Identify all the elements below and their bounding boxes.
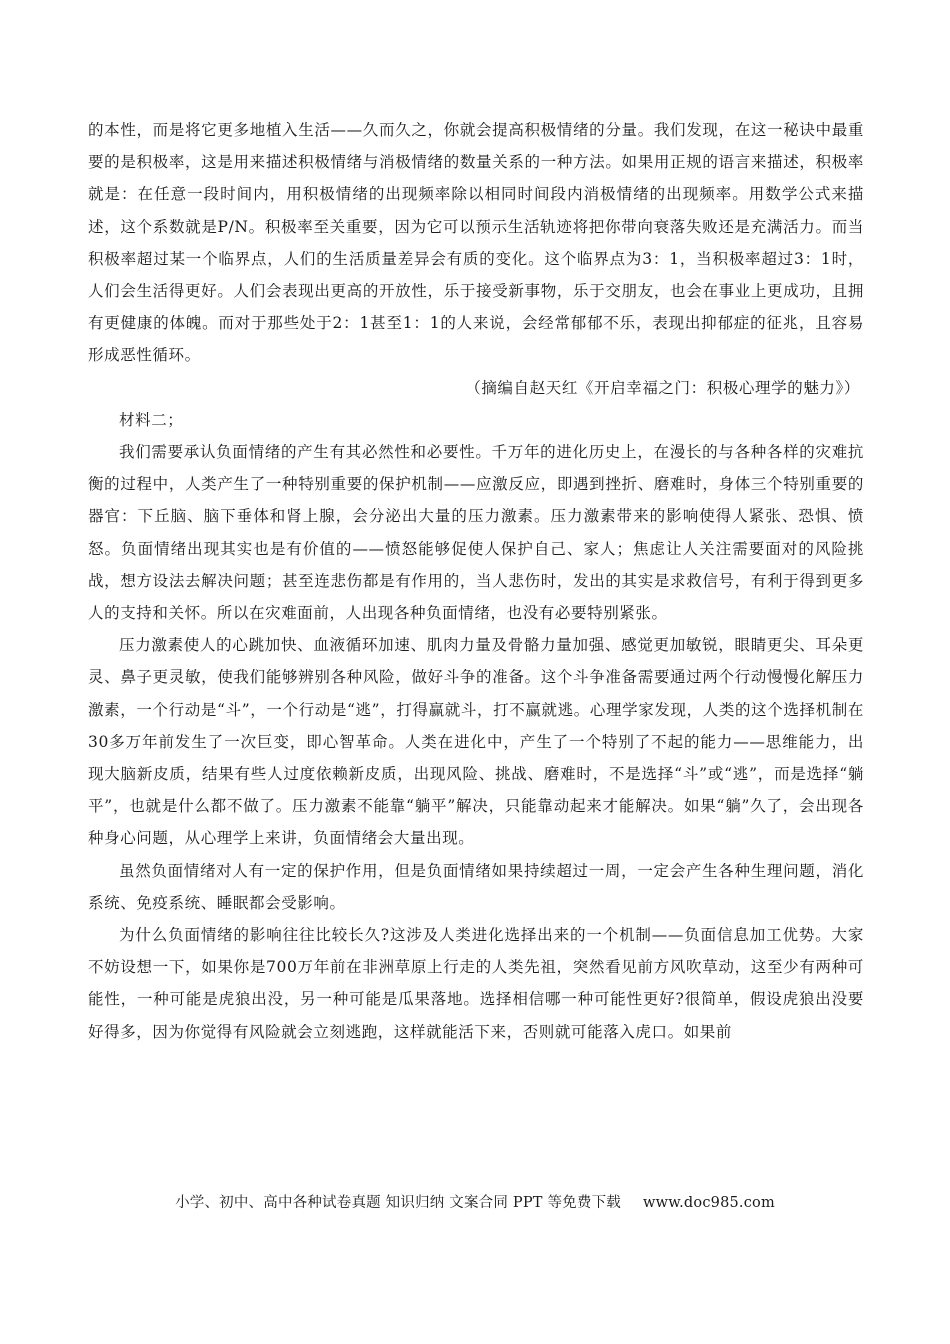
source-citation: （摘编自赵天红《开启幸福之门：积极心理学的魅力》） bbox=[465, 378, 860, 397]
paragraph-stress-hormones: 压力激素使人的心跳加快、血液循环加速、肌肉力量及骨骼力量加强、感觉更加敏锐，眼睛更尖、耳朵更灵、鼻子更灵敏，使我们能够辨别各种风险，做好斗争的准备。这个斗争准备需要通过两个行动慢慢化解压力激素，一个行动是“斗”，一个行动是“逃”，打得赢就斗，打不赢就逃。心理学家发现，人类的这个选择机制在30多万年前发生了一次巨变，即心智革命。人类在进化中，产生了一个特别了不起的能力——思维能力，出现大脑新皮质，结果有些人过度依赖新皮质，出现风险、挑战、磨难时，不是选择“斗”或“逃”，而是选择“躺平”，也就是什么都不做了。压力激素不能靠“躺平”解决，只能靠动起来才能解决。如果“躺”久了，会出现各种身心问题，从心理学上来讲，负面情绪会大量出现。 bbox=[88, 636, 864, 848]
footer-url[interactable]: www.doc985.com bbox=[642, 1195, 775, 1211]
footer-text: 小学、初中、高中各种试卷真题 知识归纳 文案合同 PPT 等免费下载 bbox=[175, 1195, 621, 1211]
paragraph-material-one-continued: 的本性，而是将它更多地植入生活——久而久之，你就会提高积极情绪的分量。我们发现，在这一秘诀中最重要的是积极率，这是用来描述积极情绪与消极情绪的数量关系的一种方法。如果用正规的语言来描述，积极率就是：在任意一段时间内，用积极情绪的出现频率除以相同时间段内消极情绪的出现频率。用数学公式来描述，这个系数就是P/N。积极率至关重要，因为它可以预示生活轨迹将把你带向衰落失败还是充满活力。而当积极率超过某一个临界点，人们的生活质量差异会有质的变化。这个临界点为3：1，当积极率超过3：1时，人们会生活得更好。人们会表现出更高的开放性，乐于接受新事物，乐于交朋友，也会在事业上更成功，且拥有更健康的体魄。而对于那些处于2：1甚至1：1的人来说，会经常郁郁不乐，表现出抑郁症的征兆，且容易形成恶性循环。 bbox=[88, 121, 864, 365]
paragraph-protective-effect: 虽然负面情绪对人有一定的保护作用，但是负面情绪如果持续超过一周，一定会产生各种生理问题，消化系统、免疫系统、睡眠都会受影响。 bbox=[88, 861, 864, 912]
paragraph-negative-information-bias: 为什么负面情绪的影响往往比较长久?这涉及人类进化选择出来的一个机制——负面信息加工优势。大家不妨设想一下，如果你是700万年前在非洲草原上行走的人类先祖，突然看见前方风吹草动，这至少有两种可能性，一种可能是虎狼出没，另一种可能是瓜果落地。选择相信哪一种可能性更好?很简单，假设虎狼出没要好得多，因为你觉得有风险就会立刻逃跑，这样就能活下来，否则就可能落入虎口。如果前 bbox=[88, 926, 864, 1041]
paragraph-negative-emotions-necessity: 我们需要承认负面情绪的产生有其必然性和必要性。千万年的进化历史上，在漫长的与各种各样的灾难抗衡的过程中，人类产生了一种特别重要的保护机制——应激反应，即遇到挫折、磨难时，身体三个特别重要的器官：下丘脑、脑下垂体和肾上腺，会分泌出大量的压力激素。压力激素带来的影响使得人紧张、恐惧、愤怒。负面情绪出现其实也是有价值的——愤怒能够促使人保护自己、家人；焦虑让人关注需要面对的风险挑战，想方设法去解决问题；甚至连悲伤都是有作用的，当人悲伤时，发出的其实是求救信号，有利于得到更多人的支持和关怀。所以在灾难面前，人出现各种负面情绪，也没有必要特别紧张。 bbox=[88, 443, 864, 623]
document-body bbox=[88, 114, 864, 1048]
page-footer bbox=[0, 1191, 950, 1212]
material-two-heading: 材料二； bbox=[119, 410, 184, 429]
